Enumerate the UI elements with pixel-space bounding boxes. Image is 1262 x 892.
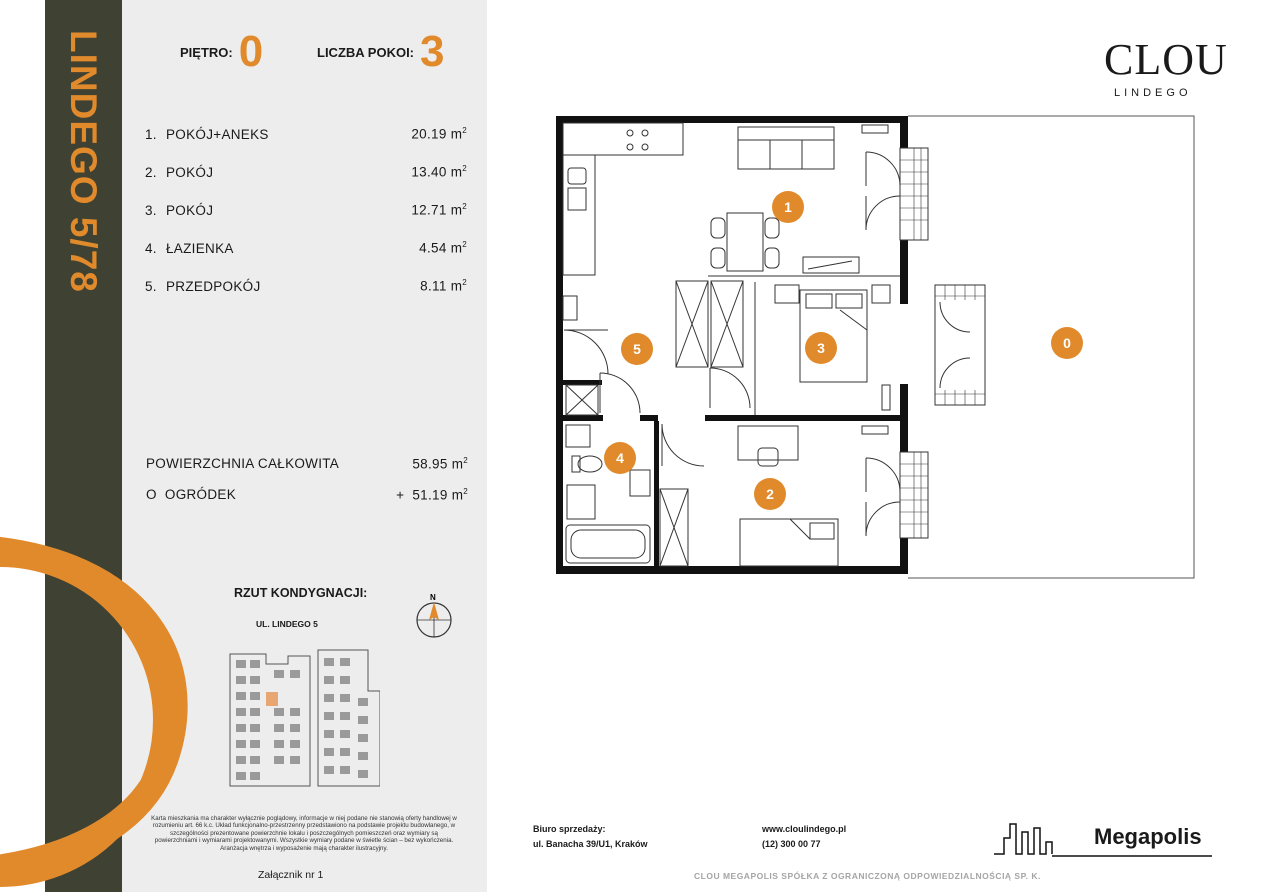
room-name: POKÓJ+ANEKS [166, 126, 269, 142]
north-label: N [430, 593, 436, 602]
room-number: 4. [145, 240, 157, 256]
sales-office-label: Biuro sprzedaży: [533, 824, 606, 834]
floor-plan-title: RZUT KONDYGNACJI: [234, 586, 368, 600]
floor-indicator [180, 27, 264, 76]
room-area: 12.71 $m^2$ [411, 202, 467, 218]
total-area-row [146, 448, 468, 479]
vertical-title [64, 30, 104, 300]
room-marker-4: 4 [616, 450, 624, 466]
totals [146, 448, 468, 510]
rooms-count-value: 3 [420, 27, 445, 76]
apartment-floor-plan [540, 110, 1220, 590]
garden-label: O OGRÓDEK [146, 487, 237, 502]
compass-icon [412, 590, 456, 640]
apartment-highlight [266, 692, 278, 706]
room-number: 2. [145, 164, 157, 180]
room-name: POKÓJ [166, 202, 214, 218]
room-marker-1: 1 [784, 199, 792, 215]
rooms-list [145, 115, 467, 305]
room-area: 13.40 $m^2$ [411, 164, 467, 180]
floor-value: 0 [238, 27, 264, 76]
room-marker-5: 5 [633, 341, 641, 357]
annex-label: Załącznik nr 1 [258, 869, 324, 881]
site-plan-map [218, 646, 380, 798]
disclaimer-text: Karta mieszkania ma charakter wyłącznie poglądowy, informacje w niej podane nie stanowią oferty handlowej w rozumieniu art. 66 k.c. Układ funkcjonalno-przestrzenny przedstawiono na podstawie projektu budowlanego, w szczególności prezentowane powierzchnie lokalu i poszczególnych pomieszczeń oraz wymiary są powierzchniami i wymiarami projektowanymi. Wszystkie wymiary podane w świetle ścian – bez wykończenia. Aranżacja wnętrza i wyposażenie mają charakter ilustracyjny. [151, 815, 457, 852]
room-row [145, 267, 467, 305]
room-row [145, 115, 467, 153]
room-area: 20.19 $m^2$ [411, 126, 467, 142]
room-name: ŁAZIENKA [166, 240, 234, 256]
floor-label: PIĘTRO: [180, 44, 233, 60]
garden-row [146, 479, 468, 510]
room-number: 1. [145, 126, 157, 142]
room-row [145, 153, 467, 191]
room-area: 4.54 $m^2$ [419, 240, 467, 256]
room-marker-0: 0 [1063, 335, 1071, 351]
room-name: PRZEDPOKÓJ [166, 278, 261, 294]
room-number: 3. [145, 202, 157, 218]
clou-logo: CLOU [1104, 35, 1228, 84]
rooms-count-indicator [317, 27, 445, 76]
phone-number: (12) 300 00 77 [762, 839, 821, 849]
room-name: POKÓJ [166, 164, 214, 180]
sales-office-address: ul. Banacha 39/U1, Kraków [533, 839, 648, 849]
room-row [145, 191, 467, 229]
room-area: 8.11 $m^2$ [420, 278, 467, 294]
total-area-value: 58.95 $m^2$ [412, 455, 468, 472]
garden-area-value: + 51.19 $m^2$ [396, 486, 468, 503]
clou-logo-subtitle: LINDEGO [1114, 87, 1192, 99]
room-marker-2: 2 [766, 486, 774, 502]
room-row [145, 229, 467, 267]
company-name: CLOU MEGAPOLIS SPÓŁKA Z OGRANICZONĄ ODPOWIEDZIALNOŚCIĄ SP. K. [694, 871, 1041, 881]
website-link[interactable]: www.cloulindego.pl [762, 824, 847, 834]
room-number: 5. [145, 278, 157, 294]
street-label: UL. LINDEGO 5 [256, 619, 318, 629]
megapolis-logo-text: Megapolis [1094, 824, 1202, 849]
room-marker-3: 3 [817, 340, 825, 356]
total-area-label: POWIERZCHNIA CAŁKOWITA [146, 456, 340, 471]
apartment-code: LINDEGO 5/78 [63, 30, 104, 293]
rooms-count-label: LICZBA POKOI: [317, 44, 415, 60]
